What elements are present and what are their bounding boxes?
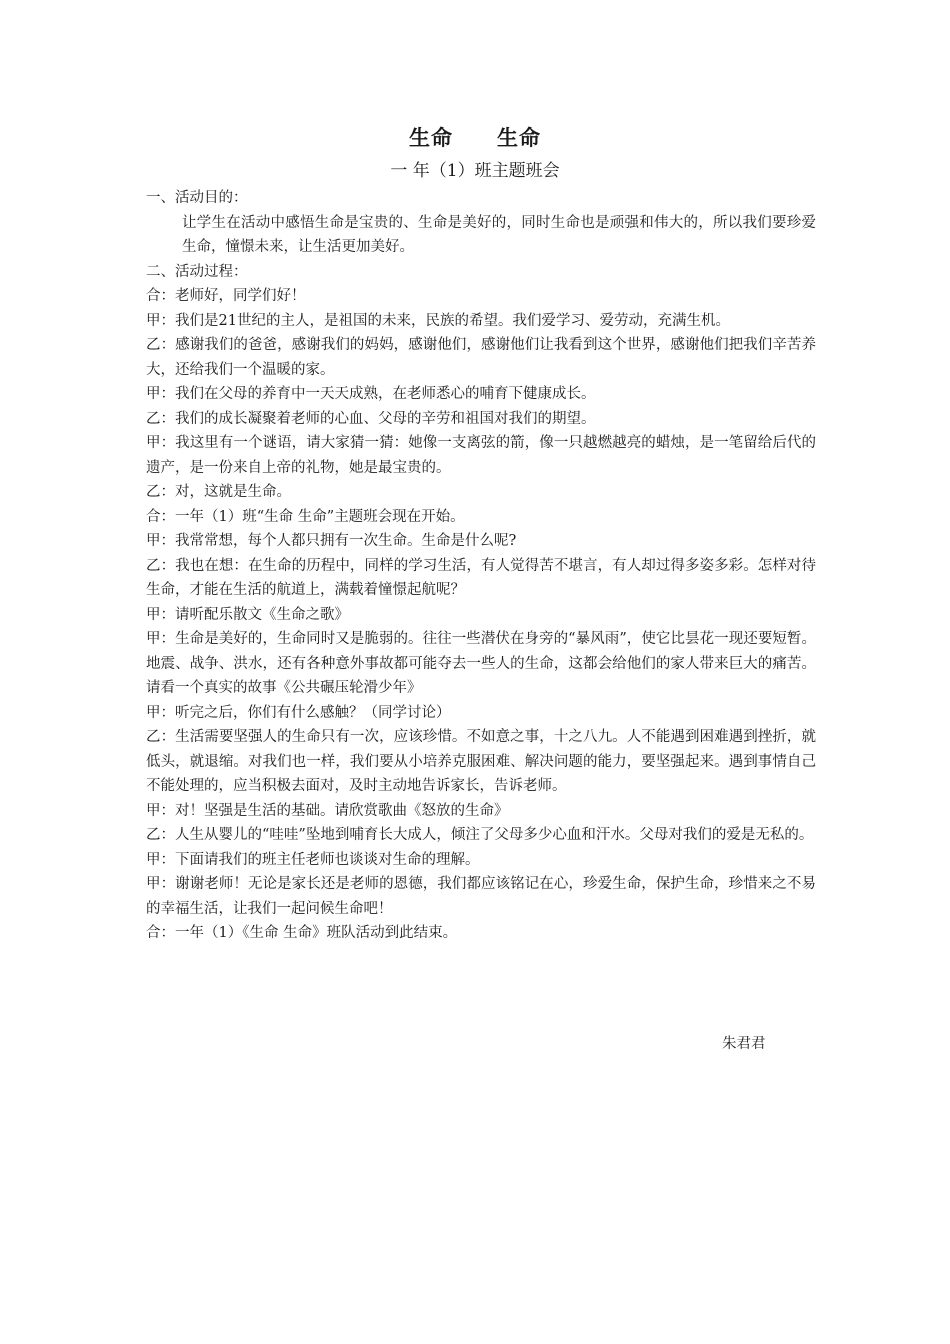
dialogue-line: 甲：我们是21世纪的主人，是祖国的未来，民族的希望。我们爱学习、爱劳动，充满生机。 [146,312,730,329]
dialogue-line: 合：老师好，同学们好！ [146,288,306,304]
dialogue-line: 乙：我也在想：在生命的历程中，同样的学习生活，有人觉得苦不堪言，有人却过得多姿多彩。怎样对待生命，才能在生活的航道上，满载着憧憬起航呢？ [146,557,816,598]
dialogue-line: 合：一年（1）班“生命 生命”主题班会现在开始。 [146,508,465,525]
section-heading: 一、活动目的： [146,190,248,206]
document-title: 生命 生命 [409,126,541,150]
dialogue-line: 合：一年（1）《生命 生命》班队活动到此结束。 [146,925,458,941]
dialogue-line: 甲：对！坚强是生活的基础。请欣赏歌曲《怒放的生命》 [146,802,509,819]
dialogue-line: 甲：我这里有一个谜语，请大家猜一猜：她像一支离弦的箭，像一只越燃越亮的蜡烛，是一笔留给后代的遗产，是一份来自上帝的礼物，她是最宝贵的。 [146,435,816,476]
document-body [146,186,816,946]
section-heading: 二、活动过程： [146,263,248,280]
dialogue-line: 甲：生命是美好的，生命同时又是脆弱的。往往一些潜伏在身旁的“暴风雨”，使它比昙花一现还要短暂。地震、战争、洪水，还有各种意外事故都可能夺去一些人的生命，这都会给他们的家人带来巨大的痛苦。 请看一个真实的故事《公共碾压轮滑少年》 [146,631,816,696]
dialogue-line: 乙：感谢我们的爸爸，感谢我们的妈妈，感谢他们，感谢他们让我看到这个世界，感谢他们把我们辛苦养大，还给我们一个温暖的家。 [146,337,816,378]
dialogue-line: 甲：请听配乐散文《生命之歌》 [146,606,349,623]
dialogue-line: 甲：听完之后，你们有什么感触？（同学讨论） [146,704,451,721]
dialogue-line: 甲：谢谢老师！无论是家长还是老师的恩德，我们都应该铭记在心，珍爱生命，保护生命，珍惜来之不易的幸福生活，让我们一起问候生命吧！ [146,876,816,917]
dialogue-line: 乙：生活需要坚强人的生命只有一次，应该珍惜。不如意之事，十之八九。人不能遇到困难遇到挫折，就低头，就退缩。对我们也一样，我们要从小培养克服困难、解决问题的能力，要坚强起来。遇到事情自己不能处理的，应当积极去面对，及时主动地告诉家长，告诉老师。 [146,729,816,794]
dialogue-line: 乙：人生从婴儿的“哇哇”坠地到哺育长大成人，倾注了父母多少心血和汗水。父母对我们的爱是无私的。 [146,827,814,843]
dialogue-line: 甲：下面请我们的班主任老师也谈谈对生命的理解。 [146,851,480,868]
purpose-paragraph: 让学生在活动中感悟生命是宝贵的、生命是美好的，同时生命也是顽强和伟大的，所以我们要珍爱生命，憧憬未来，让生活更加美好。 [182,214,816,255]
dialogue-line: 乙：我们的成长凝聚着老师的心血、父母的辛劳和祖国对我们的期望。 [146,410,596,427]
document-subtitle: 一 年（1）班主题班会 [390,161,560,181]
dialogue-line: 甲：我们在父母的养育中一天天成熟，在老师悉心的哺育下健康成长。 [146,386,596,402]
author-signature: 朱君君 [722,1036,766,1052]
dialogue-line: 甲：我常常想，每个人都只拥有一次生命。生命是什么呢? [146,533,517,549]
dialogue-line: 乙：对，这就是生命。 [146,484,291,500]
